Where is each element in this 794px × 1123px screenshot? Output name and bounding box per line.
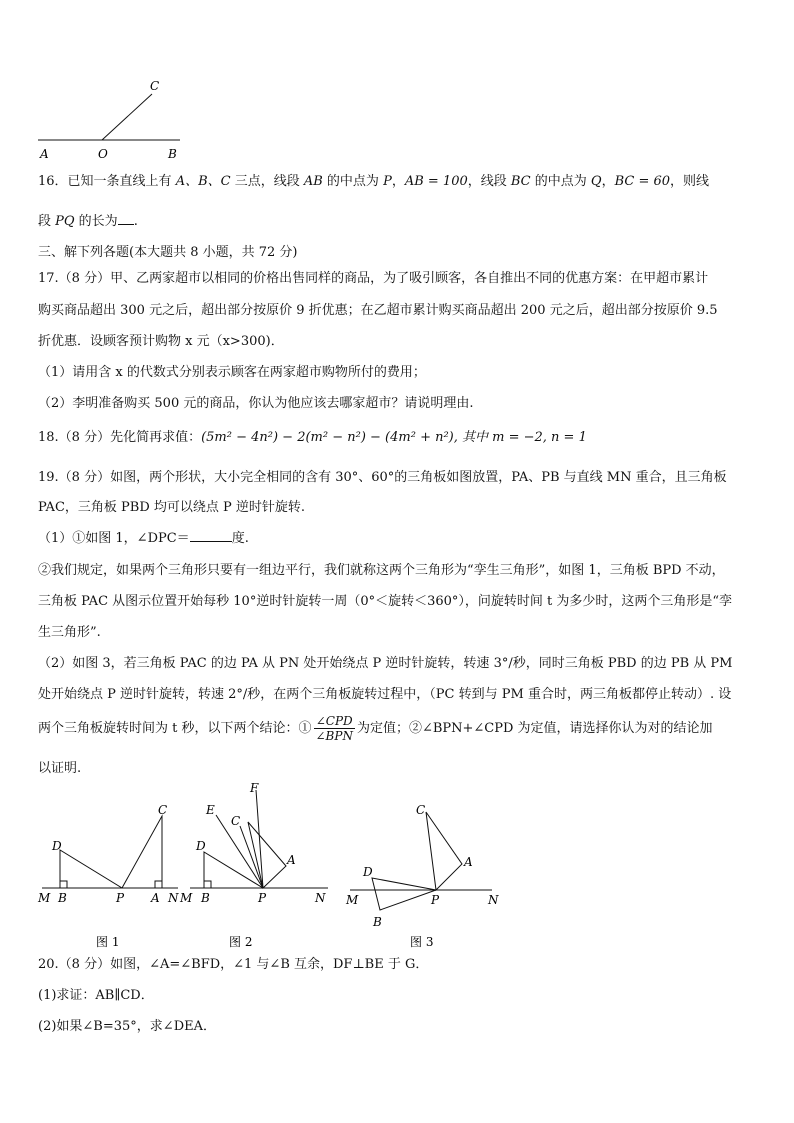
q19-part1: （1）①如图 1，∠DPC＝ 度. [38, 531, 249, 546]
q17-part1: （1）请用含 x 的代数式分别表示顾客在两家超市购物所付的费用； [38, 365, 426, 380]
svg-text:B: B [58, 891, 67, 905]
q16-line2: 段 PQ 的长为 . [38, 214, 138, 229]
q19-p3-line4: 以证明. [38, 761, 82, 776]
figure-2 [179, 781, 328, 949]
q20-part2: (2)如果∠B=35°，求∠DEA． [38, 1019, 216, 1034]
q17-line3: 折优惠．设顾客预计购物 x 元（x>300)． [38, 334, 284, 349]
q19-p2-line1: ②我们规定，如果两个三角形只要有一组边平行，我们就称这两个三角形为“孪生三角形”，如图 1，三角板 BPD 不动， [38, 563, 725, 578]
svg-text:N: N [168, 891, 179, 905]
answer-blank [118, 212, 134, 225]
label-b: B [168, 147, 177, 161]
q19-p3-line2: 处开始绕点 P 逆时针旋转，转速 2°/秒，在两个三角板旋转过程中，（PC 转到与 PM 重合时，两三角板都停止转动）. 设 [38, 687, 732, 702]
section-heading: 三、解下列各题(本大题共 8 小题，共 72 分) [38, 245, 298, 260]
svg-text:M: M [38, 891, 51, 905]
svg-text:N: N [315, 891, 326, 905]
figures-q19 [30, 780, 510, 955]
angle-figure [30, 72, 210, 162]
q19-p3-line3: 两个三角板旋转时间为 t 秒，以下两个结论：① $\frac{\text{∠CPD}}{\text{∠BPN}}$ 为定值；②∠BPN+∠CPD 为定值，请选择你认为对的结论加 [38, 714, 713, 743]
caption-fig2: 图 2 [229, 935, 253, 949]
svg-text:A: A [287, 853, 296, 867]
caption-fig3: 图 3 [410, 935, 434, 949]
svg-text:D: D [52, 839, 62, 853]
figure-3 [345, 803, 499, 949]
svg-text:M: M [180, 891, 193, 905]
ray-oc [102, 94, 152, 140]
label-a: A [40, 147, 49, 161]
svg-text:P: P [431, 893, 440, 907]
svg-text:A: A [464, 855, 473, 869]
label-c: C [150, 79, 160, 93]
svg-text:F: F [250, 781, 259, 795]
q16-line1: 16．已知一条直线上有 A、B、C 三点，线段 AB 的中点为 P，AB = 100，线段 BC 的中点为 Q，BC = 60，则线 [38, 174, 710, 189]
svg-text:B: B [201, 891, 210, 905]
q19-p3-line1: （2）如图 3，若三角板 PAC 的边 PA 从 PN 处开始绕点 P 逆时针旋转，转速 3°/秒，同时三角板 PBD 的边 PB 从 PM [38, 656, 733, 671]
label-o: O [98, 147, 108, 161]
q17-line1: 17.（8 分）甲、乙两家超市以相同的价格出售同样的商品，为了吸引顾客，各自推出不同的优惠方案：在甲超市累计 [38, 271, 709, 286]
q19-p2-line3: 生三角形”. [38, 625, 101, 640]
q17-line2: 购买商品超出 300 元之后，超出部分按原价 9 折优惠；在乙超市累计购买商品超出 200 元之后，超出部分按原价 9.5 [38, 303, 718, 318]
answer-blank [190, 529, 232, 542]
svg-text:C: C [416, 803, 426, 817]
q20-line1: 20.（8 分）如图，∠A=∠BFD，∠1 与∠B 互余，DF⊥BE 于 G． [38, 957, 429, 972]
caption-fig1: 图 1 [96, 935, 120, 949]
fraction: $\frac{\text{∠CPD}}{\text{∠BPN}}$ [315, 714, 353, 743]
q19-p2-line2: 三角板 PAC 从图示位置开始每秒 10°逆时针旋转一周（0°＜旋转＜360°），问旋转时间 t 为多少时，这两个三角形是“孪 [38, 594, 733, 609]
q19-line1: 19.（8 分）如图，两个形状，大小完全相同的含有 30°、60°的三角板如图放置，PA、PB 与直线 MN 重合，且三角板 [38, 470, 727, 485]
svg-text:C: C [158, 803, 168, 817]
q19-line2: PAC，三角板 PBD 均可以绕点 P 逆时针旋转. [38, 500, 306, 515]
q20-part1: (1)求证：AB∥CD． [38, 988, 154, 1003]
svg-text:B: B [373, 915, 382, 929]
svg-text:M: M [346, 893, 359, 907]
q17-part2: （2）李明准备购买 500 元的商品，你认为他应该去哪家超市？请说明理由. [38, 396, 474, 411]
svg-text:D: D [363, 865, 373, 879]
svg-text:A: A [151, 891, 160, 905]
svg-text:P: P [116, 891, 125, 905]
svg-text:E: E [206, 803, 215, 817]
svg-text:P: P [258, 891, 267, 905]
figure-1 [37, 803, 179, 949]
q18-line: 18.（8 分）先化简再求值：(5m² − 4n²) − 2(m² − n²) − (4m² + n²), 其中 m = −2, n = 1 [38, 430, 587, 445]
svg-text:D: D [196, 839, 206, 853]
svg-text:C: C [231, 814, 241, 828]
svg-text:N: N [488, 893, 499, 907]
